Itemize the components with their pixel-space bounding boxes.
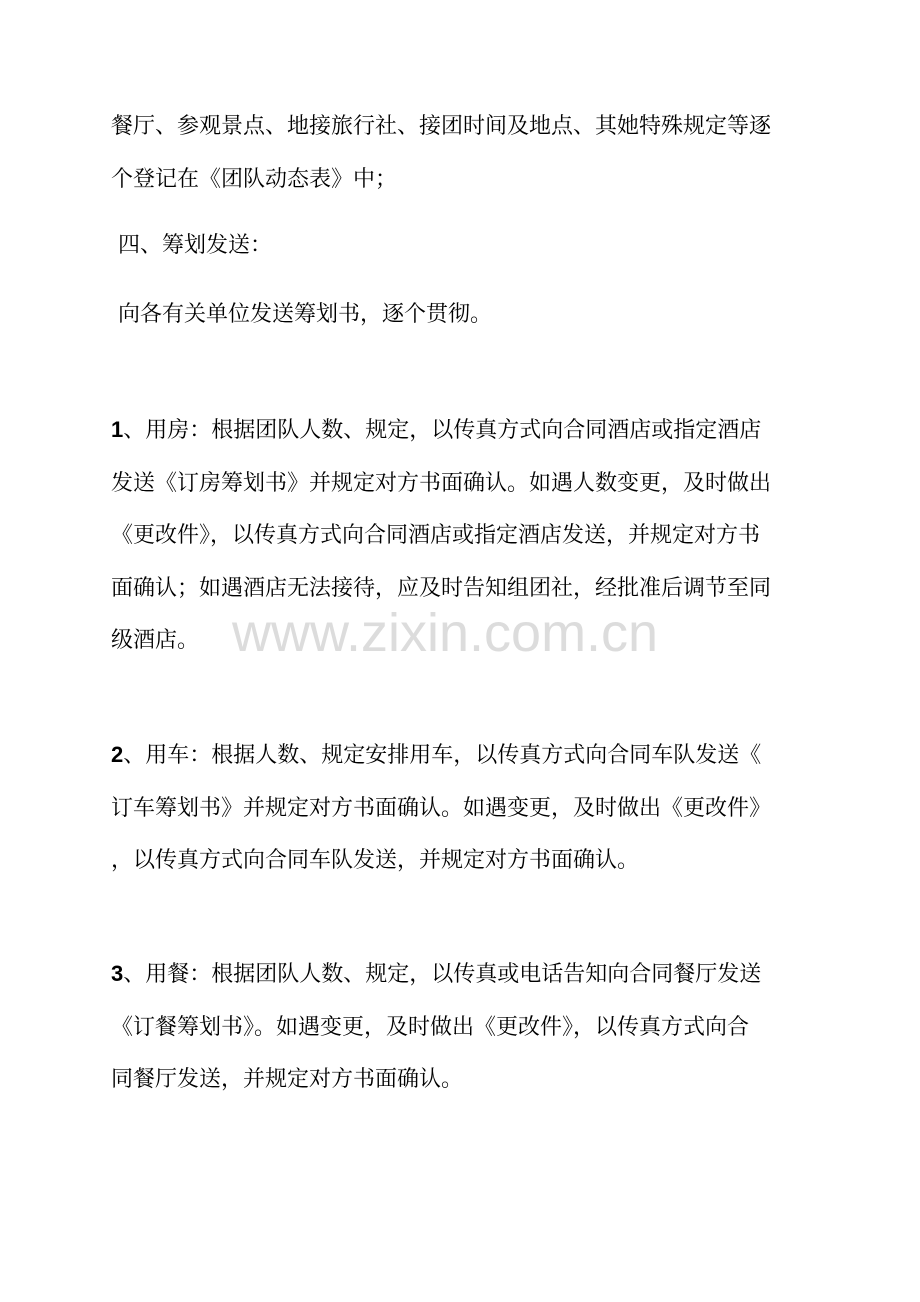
paragraph-intro bbox=[111, 289, 811, 342]
text-line: 四、筹划发送： bbox=[111, 233, 272, 258]
text-line: 餐厅、参观景点、地接旅行社、接团时间及地点、其她特殊规定等逐 bbox=[111, 114, 772, 139]
text-line: 订车筹划书》并规定对方书面确认。如遇变更，及时做出《更改件》 bbox=[111, 795, 772, 821]
text-line: 发送《订房筹划书》并规定对方书面确认。如遇人数变更，及时做出 bbox=[111, 470, 772, 496]
text-span: 、用餐：根据团队人数、规定，以传真或电话告知向合同餐厅发送 bbox=[123, 962, 762, 987]
item-number: 3 bbox=[111, 961, 124, 986]
watermark: www.zixin.com.cn bbox=[232, 603, 659, 663]
paragraph-item-3 bbox=[111, 948, 811, 1107]
text-line bbox=[111, 948, 811, 1002]
text-line: 同餐厅发送，并规定对方书面确认。 bbox=[111, 1067, 464, 1092]
text-line: 《订餐筹划书》。如遇变更，及时做出《更改件》，以传真方式向合 bbox=[111, 1014, 750, 1040]
text-line: ，以传真方式向合同车队发送，并规定对方书面确认。 bbox=[111, 848, 640, 873]
item-number: 2 bbox=[111, 742, 124, 767]
text-span: 、用房：根据团队人数、规定，以传真方式向合同酒店或指定酒店 bbox=[123, 418, 762, 443]
text-line bbox=[111, 404, 811, 458]
text-line: 级酒店。 bbox=[111, 628, 200, 653]
section-heading bbox=[111, 220, 811, 273]
text-line: 《更改件》，以传真方式向合同酒店或指定酒店发送，并规定对方书 bbox=[111, 523, 761, 548]
text-span: 、用车：根据人数、规定安排用车，以传真方式向合同车队发送《 bbox=[123, 743, 762, 768]
text-line: 个登记在《团队动态表》中； bbox=[111, 166, 398, 192]
text-line: 面确认；如遇酒店无法接待，应及时告知组团社，经批准后调节至同 bbox=[111, 575, 772, 601]
text-line bbox=[111, 729, 811, 783]
item-number: 1 bbox=[111, 417, 124, 442]
paragraph-item-2 bbox=[111, 729, 811, 888]
text-line: 向各有关单位发送筹划书，逐个贯彻。 bbox=[111, 302, 492, 327]
paragraph-continuation bbox=[111, 101, 811, 206]
